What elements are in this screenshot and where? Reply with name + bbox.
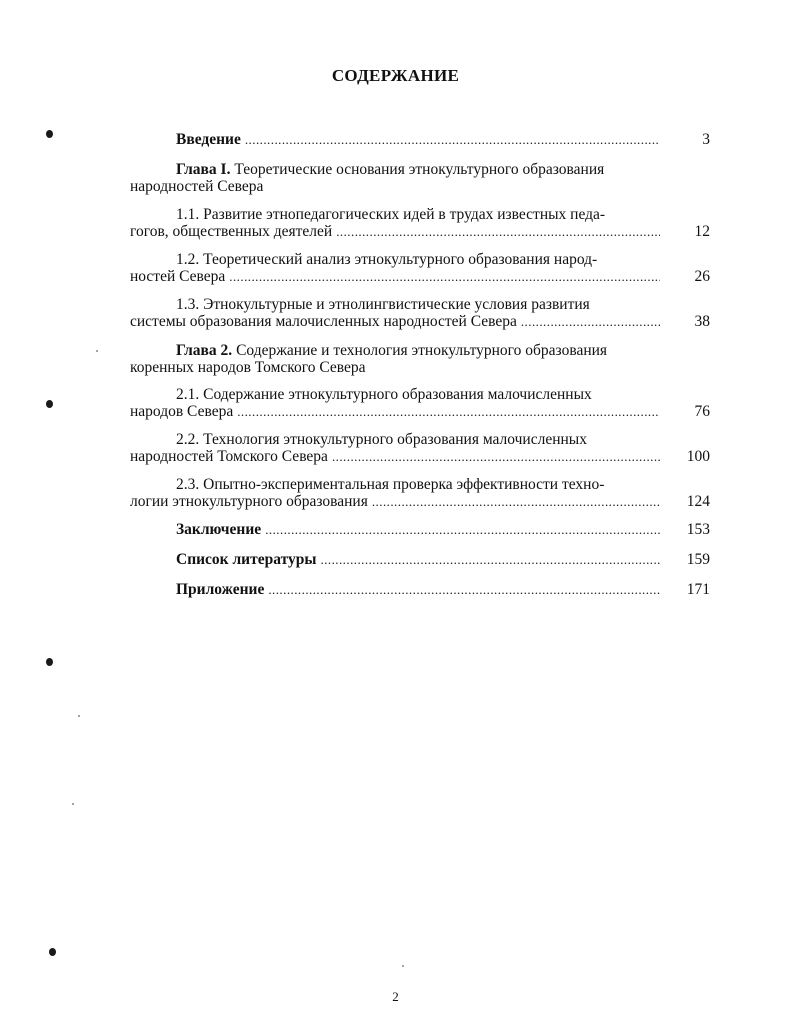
toc-page-number: 100: [686, 448, 710, 465]
toc-entry-title: 2.1. Содержание этнокультурного образования малочисленных: [176, 386, 592, 403]
page-number: 2: [392, 989, 399, 1004]
dot-leader: [229, 268, 660, 285]
toc-page-number: 124: [686, 493, 710, 510]
toc-entry-title: Заключение: [176, 521, 262, 538]
toc-entry-title: Введение: [176, 131, 241, 148]
scan-speck: [402, 965, 404, 967]
toc-entry-title: 1.2. Теоретический анализ этнокультурного образования народ-: [176, 251, 598, 268]
toc-entry-title: Содержание и технология этнокультурного образования: [236, 342, 608, 359]
toc-entry-continuation: народностей Томского Севера: [130, 448, 328, 465]
scan-speck: [78, 715, 80, 717]
toc-entry-bibliography[interactable]: [130, 551, 710, 568]
toc-entry-introduction[interactable]: [130, 131, 710, 148]
scan-speck: [96, 350, 98, 352]
toc-entry-continuation: народов Севера: [130, 403, 234, 420]
toc-entry-title: Список литературы: [176, 551, 317, 568]
toc-entry-appendix[interactable]: [130, 581, 710, 598]
toc-entry-title: 2.3. Опытно-экспериментальная проверка эффективности техно-: [176, 476, 605, 493]
dot-leader: [320, 551, 660, 568]
toc-page-number: 3: [702, 131, 710, 148]
binding-hole-mark: [46, 400, 53, 408]
dot-leader: [268, 581, 660, 598]
toc-entry-title: 2.2. Технология этнокультурного образования малочисленных: [176, 431, 587, 448]
toc-page-number: 76: [694, 403, 710, 420]
dot-leader: [521, 313, 660, 330]
dot-leader: [372, 493, 660, 510]
toc-page-number: 171: [686, 581, 710, 598]
toc-page-number: 38: [694, 313, 710, 330]
toc-page-number: 26: [694, 268, 710, 285]
toc-entry-continuation: народностей Севера: [130, 178, 264, 195]
chapter-label: Глава 2.: [176, 342, 233, 359]
toc-entry-chapter-1[interactable]: [130, 161, 710, 195]
chapter-label: Глава I.: [176, 161, 231, 178]
toc-entry-title: Теоретические основания этнокультурного образования: [234, 161, 605, 178]
toc-entry-title: 1.1. Развитие этнопедагогических идей в трудах известных педа-: [176, 206, 606, 223]
toc-entry-conclusion[interactable]: [130, 521, 710, 538]
toc-entry-continuation: ностей Севера: [130, 268, 226, 285]
toc-entry-2-3[interactable]: [130, 476, 710, 510]
toc-entry-continuation: гогов, общественных деятелей: [130, 223, 333, 240]
toc-entry-continuation: системы образования малочисленных народностей Севера: [130, 313, 517, 330]
toc-entry-1-3[interactable]: [130, 296, 710, 330]
toc-page-number: 153: [686, 521, 710, 538]
dot-leader: [245, 131, 660, 148]
toc-entry-continuation: логии этнокультурного образования: [130, 493, 368, 510]
binding-hole-mark: [46, 130, 53, 138]
dot-leader: [336, 223, 660, 240]
toc-page-number: 12: [694, 223, 710, 240]
dot-leader: [332, 448, 660, 465]
binding-hole-mark: [49, 948, 56, 956]
toc-entry-chapter-2[interactable]: [130, 342, 710, 376]
dot-leader: [265, 521, 660, 538]
binding-hole-mark: [46, 658, 53, 666]
toc-entry-continuation: коренных народов Томского Севера: [130, 359, 366, 376]
scan-speck: [72, 803, 74, 805]
toc-entry-1-1[interactable]: [130, 206, 710, 240]
toc-entry-1-2[interactable]: [130, 251, 710, 285]
toc-page-number: 159: [686, 551, 710, 568]
page-title: СОДЕРЖАНИЕ: [331, 66, 460, 85]
toc-entry-title: Приложение: [176, 581, 265, 598]
toc-entry-2-1[interactable]: [130, 386, 710, 420]
toc-entry-title: 1.3. Этнокультурные и этнолингвистические условия развития: [176, 296, 590, 313]
toc-entry-2-2[interactable]: [130, 431, 710, 465]
dot-leader: [237, 403, 660, 420]
